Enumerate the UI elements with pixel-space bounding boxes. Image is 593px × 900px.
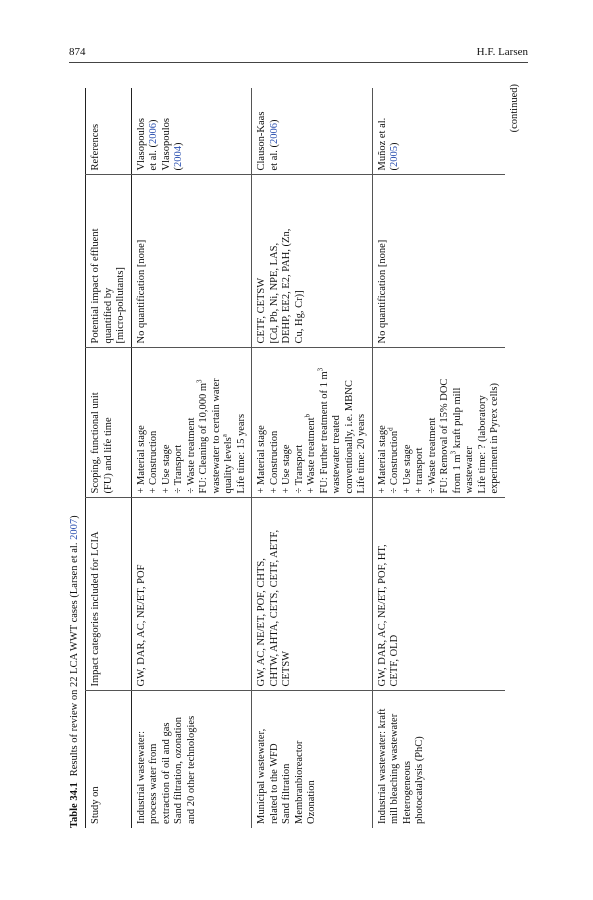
- references-cell: [131, 88, 252, 175]
- scoping-cell-line: [173, 355, 186, 494]
- study-cell: [372, 691, 505, 828]
- running-author: H.F. Larsen: [476, 46, 528, 58]
- page-number: 874: [69, 46, 86, 58]
- impact-cell-line: GW, DAR, AC, NE/ET, POF: [135, 564, 147, 687]
- study-cell-line: related to the WFD: [268, 743, 280, 824]
- scoping-text: + Material stage: [135, 425, 147, 494]
- reference-text: Clauson-Kaas: [256, 111, 267, 171]
- table-header-row: [86, 88, 132, 828]
- scoping-cell-line: [269, 355, 282, 494]
- scoping-text: + Construction: [268, 430, 280, 494]
- reference-line: [173, 94, 186, 171]
- superscript: d: [386, 427, 395, 431]
- header-line: Scoping, functional unit: [90, 392, 101, 494]
- caption-text: Results of review on 22 LCA WWT cases (Larsen et al.: [69, 539, 80, 777]
- scoping-text: + Material stage: [376, 425, 388, 494]
- scoping-text: ÷ Construction: [389, 430, 400, 494]
- reference-line: [161, 94, 174, 171]
- scoping-cell-line: [449, 355, 465, 494]
- scoping-text: Life time: 20 years: [356, 413, 367, 494]
- scoping-cell-line: [136, 355, 149, 494]
- reference-line: [256, 94, 269, 171]
- scoping-cell-line: [377, 355, 390, 494]
- scoping-cell-line: [464, 355, 477, 494]
- scoping-text: + Use stage: [401, 444, 413, 494]
- reference-text: Vlasopoulos: [135, 118, 147, 171]
- continued-note: (continued): [509, 84, 520, 133]
- table-caption: [69, 515, 80, 828]
- impact-cell: [372, 498, 505, 691]
- reference-close: ): [173, 142, 184, 146]
- header-line: Impact categories included for LCIA: [90, 531, 101, 687]
- scoping-cell-line: [148, 355, 161, 494]
- reference-text: et al. (: [148, 143, 159, 171]
- superscript: b: [303, 413, 312, 418]
- reference-line: [377, 94, 390, 171]
- scoping-cell-line: [303, 355, 319, 494]
- impact-cell: [131, 498, 252, 691]
- scoping-text: wastewater treated: [331, 415, 342, 494]
- scoping-cell-line: [211, 355, 224, 494]
- header-line: References: [90, 123, 101, 171]
- scoping-cell-line: [186, 355, 199, 494]
- scoping-cell-line: [195, 355, 211, 494]
- effluent-cell: [131, 175, 252, 348]
- study-cell-line: mill bleaching wastewater: [389, 713, 400, 824]
- scoping-cell-line: [281, 355, 294, 494]
- scoping-cell-line: [477, 355, 490, 494]
- scoping-cell-line: [386, 355, 402, 494]
- reference-line: [136, 94, 149, 171]
- scoping-text: wastewater: [464, 446, 475, 494]
- impact-cell-line: GW, AC, NE/ET, POF, CHTS,: [256, 558, 267, 687]
- reference-line: [269, 94, 282, 171]
- header-line: Study on: [90, 786, 101, 824]
- reference-year-link[interactable]: 2005: [389, 146, 400, 167]
- superscript: 3: [195, 379, 204, 383]
- table-body: [131, 88, 505, 828]
- scoping-cell-line: [220, 355, 236, 494]
- header-rule: [69, 62, 528, 63]
- study-cell-line: Ozonation: [306, 780, 317, 824]
- scoping-cell-line: [414, 355, 427, 494]
- reference-text: Vlasopoulos: [160, 118, 172, 171]
- scoping-cell-line: [294, 355, 307, 494]
- scoping-cell-line: [344, 355, 357, 494]
- superscript: a: [220, 434, 229, 438]
- reference-line: [148, 94, 161, 171]
- scoping-text: ÷ Waste treatment: [426, 417, 438, 494]
- effluent-cell-line: CETF, CETSW: [256, 277, 267, 344]
- col-scoping-header: [86, 348, 132, 498]
- reference-close: ): [148, 119, 159, 123]
- scoping-cell-line: [402, 355, 415, 494]
- scoping-cell-line: [427, 355, 440, 494]
- effluent-cell: [252, 175, 373, 348]
- rotated-table-block: [69, 84, 529, 836]
- scoping-text: ÷ Waste treatment: [185, 417, 197, 494]
- effluent-cell: [372, 175, 505, 348]
- impact-cell: [252, 498, 373, 691]
- scoping-cell-line: [316, 355, 332, 494]
- scoping-text: quality levels: [223, 437, 234, 494]
- effluent-cell-line: Cu, Hg, Cr)]: [293, 290, 305, 344]
- effluent-cell-line: [Cd, Pb, Ni, NPE, LAS,: [268, 242, 280, 344]
- references-cell: [372, 88, 505, 175]
- table-row: [252, 88, 373, 828]
- scoping-cell-line: [256, 355, 269, 494]
- reference-close: ): [268, 119, 280, 123]
- scoping-cell-line: [439, 355, 452, 494]
- scoping-text: FU: Cleaning of 10,000 m: [198, 382, 209, 494]
- superscript: 3: [449, 450, 457, 455]
- scoping-text: + Use stage: [160, 444, 172, 494]
- scoping-text: + Waste treatment: [306, 417, 317, 494]
- study-cell: [252, 691, 373, 828]
- reference-text: et al. (: [268, 143, 280, 171]
- reference-text: (: [173, 167, 184, 171]
- review-table: [85, 88, 505, 828]
- col-references-header: [86, 88, 132, 175]
- study-cell-line: process water from: [148, 743, 159, 824]
- scoping-text: from 1 m: [451, 454, 463, 494]
- impact-cell-line: CETF, OLD: [389, 634, 400, 687]
- table-row: [131, 88, 252, 828]
- scoping-text: Life time: ? (laboratory: [476, 395, 488, 494]
- reference-line: [389, 94, 402, 171]
- scoping-cell-line: [331, 355, 344, 494]
- study-cell-line: Municipal wastewater,: [256, 728, 267, 824]
- effluent-cell-line: No quantification [none]: [376, 239, 388, 344]
- reference-year-link[interactable]: 2004: [173, 146, 184, 167]
- study-cell-line: Membranbioreactor: [293, 740, 305, 824]
- scoping-cell: [372, 348, 505, 498]
- reference-year-link[interactable]: 2006: [148, 122, 159, 144]
- effluent-cell-line: DEHP, EE2, E2, PAH, (Zn,: [281, 228, 292, 344]
- study-cell-line: Industrial wastewater:: [135, 730, 147, 824]
- study-cell-line: Sand filtration, ozonation: [173, 716, 184, 824]
- study-cell: [131, 691, 252, 828]
- scoping-text: wastewater to certain water: [210, 378, 222, 494]
- col-effluent-header: [86, 175, 132, 348]
- scoping-text: + Use stage: [281, 444, 292, 494]
- study-cell-line: photocatalysis (PhC): [414, 736, 425, 824]
- scoping-text: + Material stage: [256, 425, 267, 494]
- scoping-cell-line: [236, 355, 249, 494]
- col-study-header: [86, 691, 132, 828]
- scoping-text: ÷ Transport: [293, 444, 305, 494]
- scoping-cell-line: [356, 355, 369, 494]
- scoping-text: conventionally, i.e. MBNC: [343, 380, 355, 494]
- scoping-text: ÷ Transport: [173, 444, 184, 494]
- references-cell: [252, 88, 373, 175]
- reference-text: (: [389, 167, 400, 171]
- impact-cell-line: CETSW: [281, 650, 292, 687]
- study-cell-line: Sand filtration: [281, 763, 292, 824]
- impact-cell-line: CHTW, AHTA, CETS, CETF, AETF,: [268, 529, 280, 687]
- reference-text: Muñoz et al.: [376, 117, 388, 171]
- impact-cell-line: GW, DAR, AC, NE/ET, POF, HT,: [376, 544, 388, 687]
- study-cell-line: and 20 other technologies: [185, 715, 197, 824]
- header-line: quantified by: [102, 287, 114, 344]
- scoping-text: + transport: [414, 447, 425, 494]
- study-cell-line: Heterogeneous: [401, 761, 413, 824]
- scoping-cell: [252, 348, 373, 498]
- reference-close: ): [389, 142, 400, 146]
- effluent-cell-line: No quantification [none]: [135, 239, 147, 344]
- header-line: (FU) and life time: [102, 417, 114, 494]
- col-impact-header: [86, 498, 132, 691]
- scoping-cell-line: [489, 355, 502, 494]
- header-line: Potential impact of effluent: [90, 228, 101, 344]
- study-cell-line: Industrial wastewater: kraft: [376, 708, 388, 824]
- scoping-text: experiment in Pyrex cells): [489, 382, 500, 494]
- scoping-text: + Construction: [148, 430, 159, 494]
- scoping-text: FU: Further treatment of 1 m: [318, 371, 330, 494]
- superscript: 3: [316, 367, 324, 372]
- caption-label: Table 34.1: [69, 782, 80, 828]
- table-row: [372, 88, 505, 828]
- scoping-text: FU: Removal of 15% DOC: [439, 378, 450, 494]
- scoping-cell: [131, 348, 252, 498]
- study-cell-line: extraction of oil and gas: [160, 722, 172, 824]
- caption-close: ): [69, 515, 80, 519]
- header-line: [micro-pollutants]: [115, 267, 126, 344]
- scoping-text-after: kraft pulp mill: [451, 387, 463, 451]
- reference-year-link[interactable]: 2006: [268, 122, 280, 144]
- caption-year-link[interactable]: 2007: [69, 518, 80, 540]
- scoping-text: Life time: 15 years: [235, 413, 247, 494]
- scoping-cell-line: [161, 355, 174, 494]
